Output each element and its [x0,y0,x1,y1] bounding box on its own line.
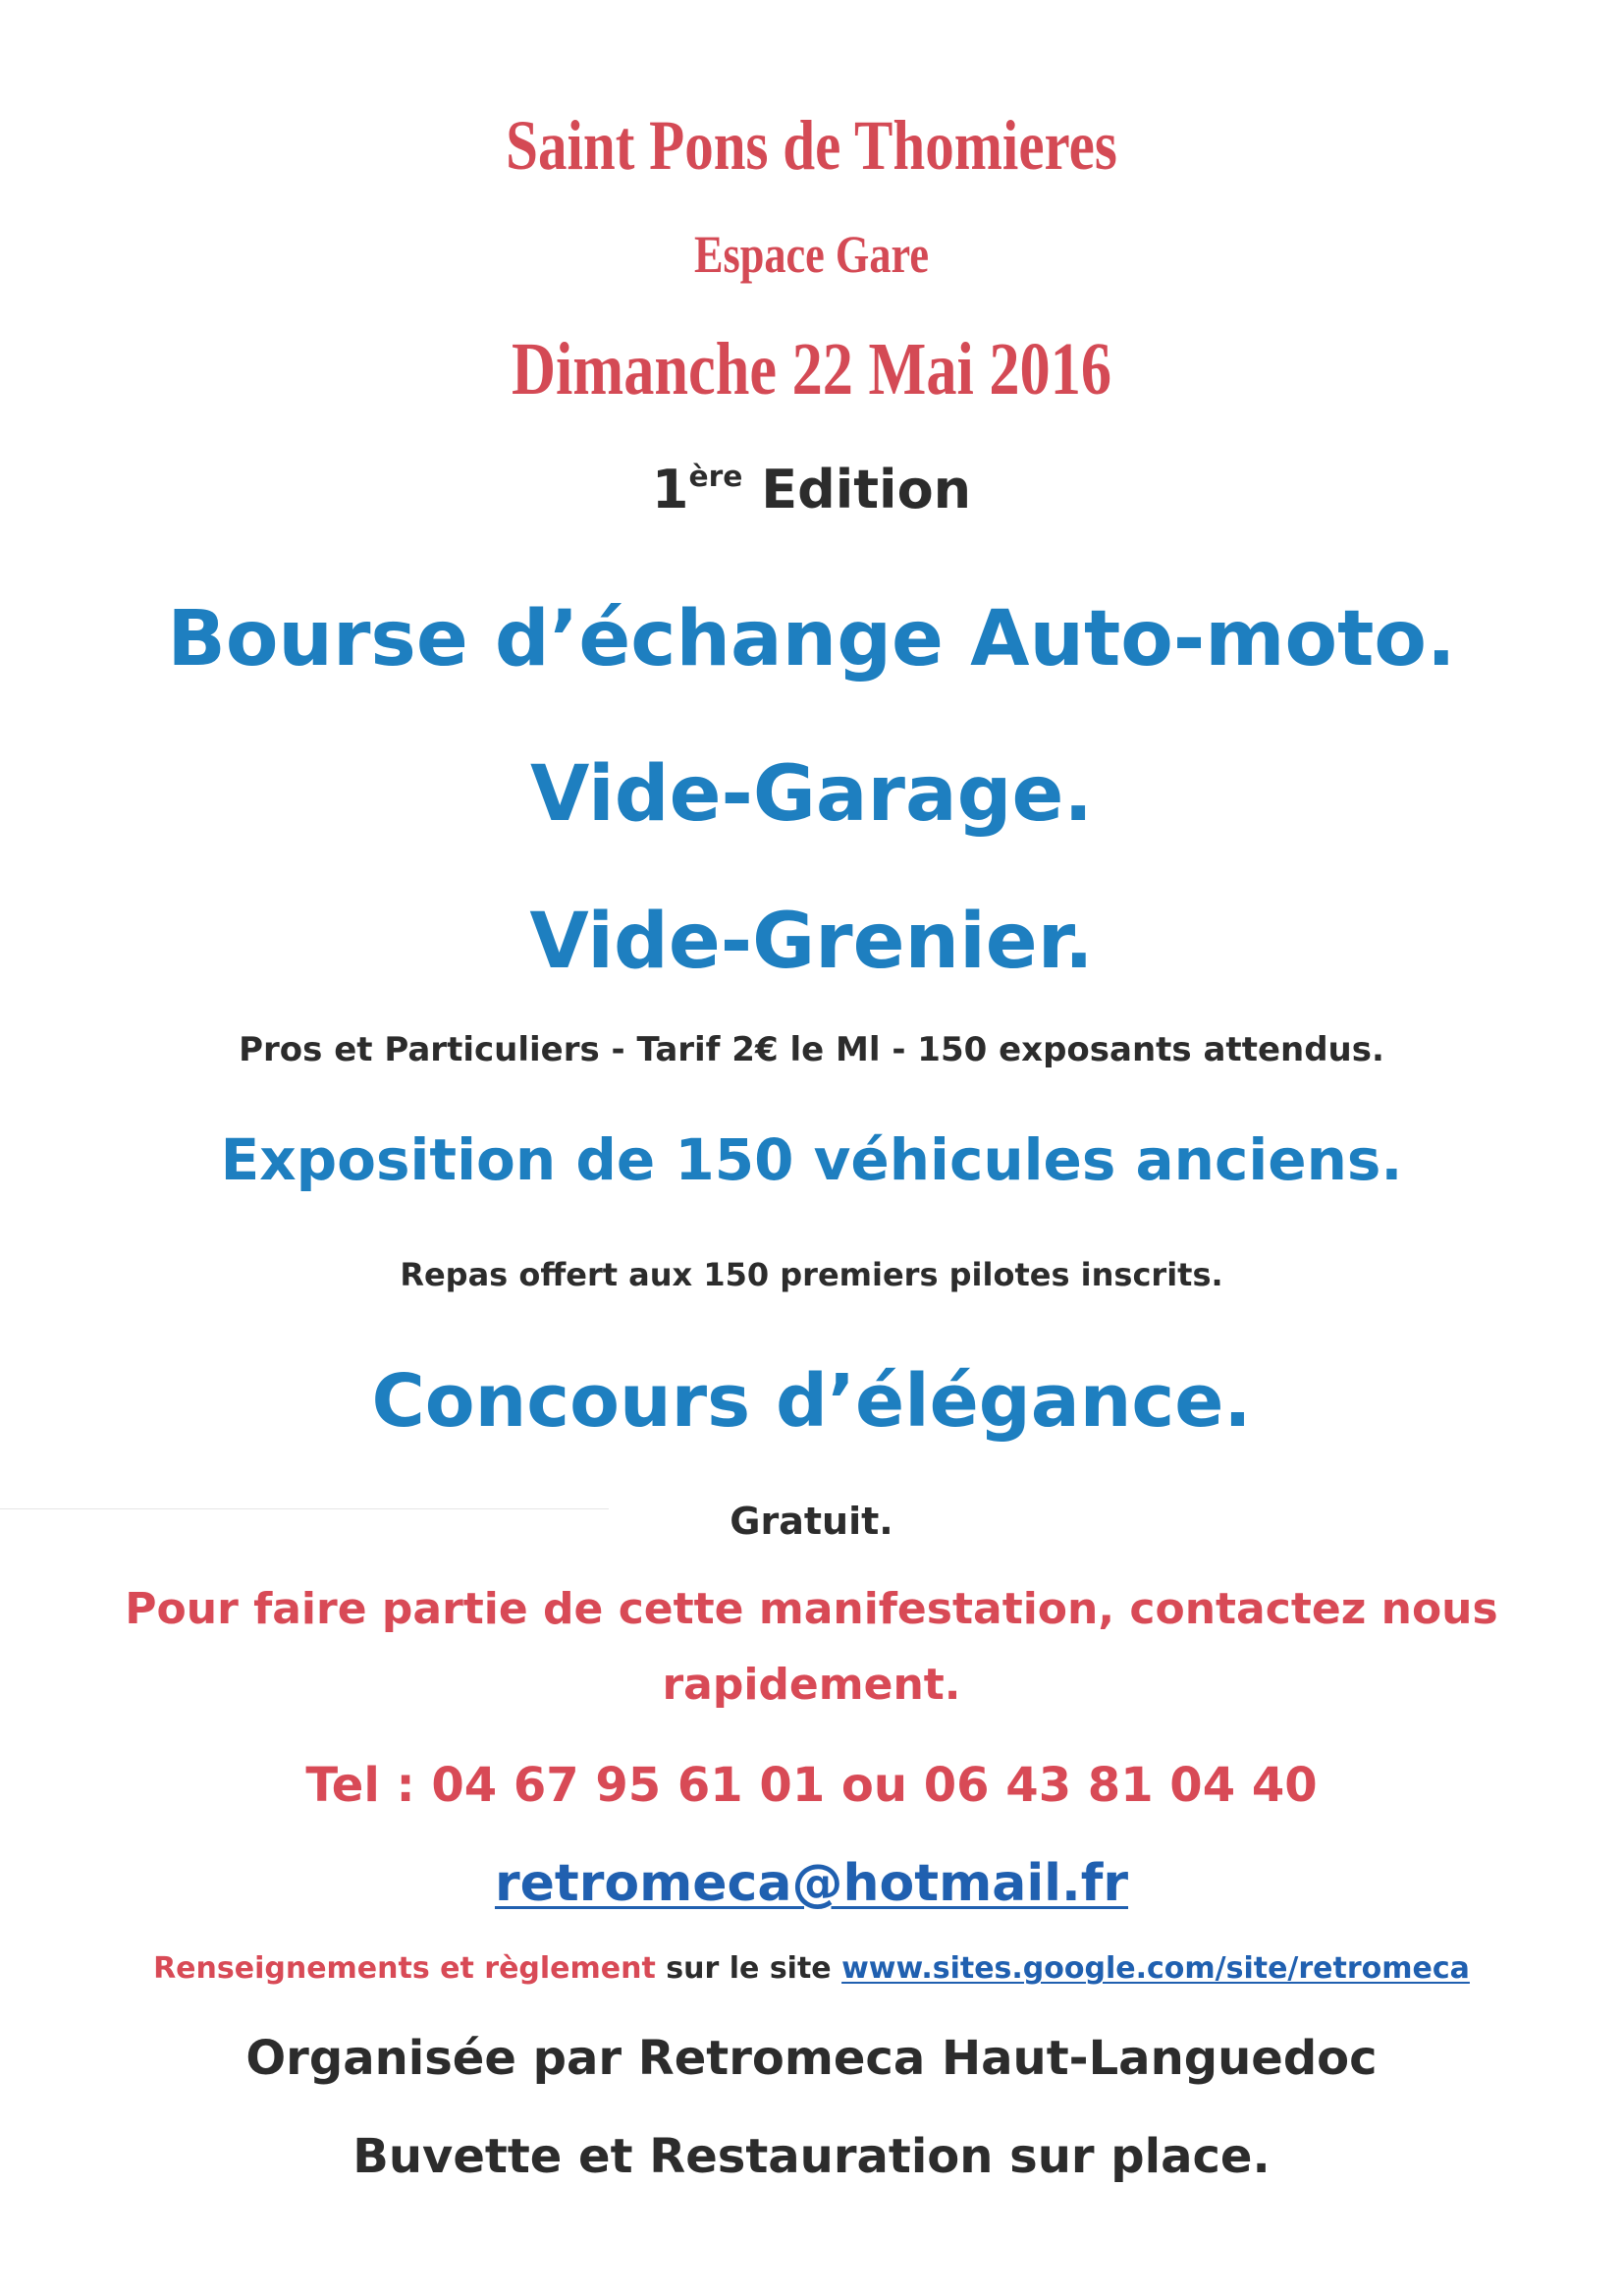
exposition-heading: Exposition de 150 véhicules anciens. [220,1126,1403,1193]
info-line [0,1951,1623,1986]
buvette-line: Buvette et Restauration sur place. [352,2129,1271,2184]
info-middle: sur le site [655,1951,842,1986]
town-title: Saint Pons de Thomieres [506,106,1117,185]
edition-number: 1 [651,459,689,520]
pricing-line: Pros et Particuliers - Tarif 2€ le Ml - 150 exposants attendus. [239,1030,1384,1069]
contact-line-1: Pour faire partie de cette manifestation, contactez nous [125,1584,1498,1634]
vide-garage-heading: Vide-Garage. [530,750,1093,839]
email-row [0,1854,1623,1913]
edition-line [0,459,1623,520]
date-title: Dimanche 22 Mai 2016 [511,328,1112,410]
venue-title: Espace Gare [693,225,930,284]
info-prefix: Renseignements et règlement [153,1951,656,1986]
concours-heading: Concours d’élégance. [371,1359,1252,1444]
edition-label: Edition [761,459,972,520]
repas-line: Repas offert aux 150 premiers pilotes inscrits. [400,1256,1223,1293]
website-link[interactable]: www.sites.google.com/site/retromeca [841,1951,1470,1986]
email-link[interactable]: retromeca@hotmail.fr [494,1854,1129,1913]
gratuit-line: Gratuit. [730,1500,893,1543]
organiser-line: Organisée par Retromeca Haut-Languedoc [245,2031,1378,2086]
contact-line-2: rapidement. [662,1660,961,1710]
vide-grenier-heading: Vide-Grenier. [529,898,1094,986]
telephone-line: Tel : 04 67 95 61 01 ou 06 43 81 04 40 [305,1758,1318,1813]
edition-suffix: ère [688,459,743,494]
bourse-heading: Bourse d’échange Auto-moto. [167,595,1456,683]
